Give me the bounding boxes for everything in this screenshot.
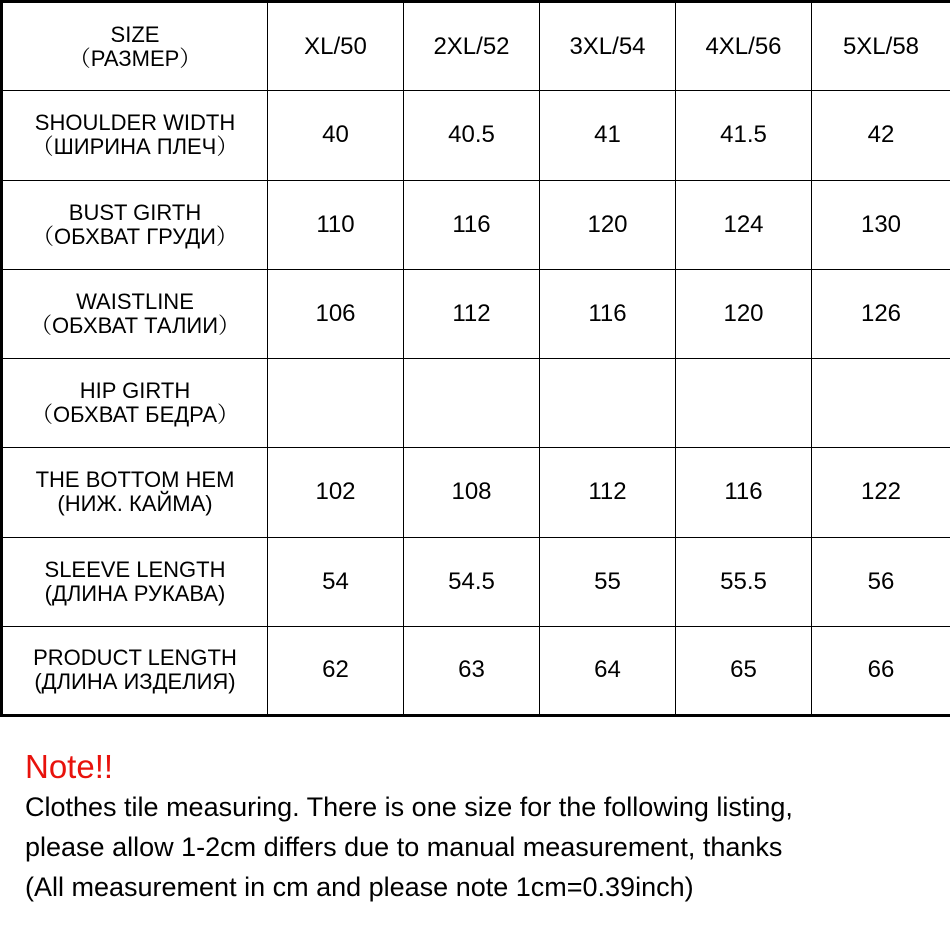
- measurement-cell: 56: [812, 537, 950, 626]
- measurement-cell: 116: [404, 180, 540, 269]
- measurement-cell: [812, 359, 950, 448]
- measurement-cell: 120: [676, 269, 812, 358]
- measurement-cell: 42: [812, 91, 950, 180]
- table-row: [2, 359, 950, 448]
- row-label-ru: (НИЖ. КАЙМА): [57, 491, 213, 517]
- row-label-cell: [2, 269, 268, 358]
- measurement-cell: 106: [268, 269, 404, 358]
- row-label-en: HIP GIRTH: [79, 378, 191, 404]
- measurement-cell: 126: [812, 269, 950, 358]
- table-row: [2, 537, 950, 626]
- measurement-cell: [404, 359, 540, 448]
- measurement-cell: 110: [268, 180, 404, 269]
- row-label-cell: [2, 626, 268, 715]
- measurement-cell: 62: [268, 626, 404, 715]
- size-header-cell: [2, 2, 268, 91]
- measurement-cell: 120: [540, 180, 676, 269]
- table-row: [2, 626, 950, 715]
- table-row: [2, 180, 950, 269]
- row-label-en: PRODUCT LENGTH: [33, 645, 237, 671]
- row-label-cell: [2, 448, 268, 537]
- measurement-cell: 63: [404, 626, 540, 715]
- measurement-note: [25, 745, 945, 907]
- measurement-cell: 40: [268, 91, 404, 180]
- row-label-en: WAISTLINE: [76, 288, 194, 314]
- row-label-cell: [2, 180, 268, 269]
- row-label-ru: （ОБХВАТ БЕДРА）: [30, 402, 240, 428]
- row-label-en: SLEEVE LENGTH: [44, 556, 226, 582]
- measurement-cell: [676, 359, 812, 448]
- measurement-cell: 54.5: [404, 537, 540, 626]
- row-label-cell: [2, 91, 268, 180]
- measurement-cell: 122: [812, 448, 950, 537]
- row-label-ru: （ОБХВАТ ТАЛИИ）: [29, 312, 241, 338]
- measurement-cell: 41: [540, 91, 676, 180]
- row-label-en: BUST GIRTH: [68, 199, 202, 225]
- note-line: please allow 1-2cm differs due to manual measurement, thanks: [25, 832, 783, 862]
- measurement-cell: 65: [676, 626, 812, 715]
- measurement-cell: 55.5: [676, 537, 812, 626]
- row-label-cell: [2, 359, 268, 448]
- measurement-cell: 102: [268, 448, 404, 537]
- measurement-cell: 124: [676, 180, 812, 269]
- note-line: Clothes tile measuring. There is one size for the following listing,: [25, 792, 793, 822]
- measurement-cell: 55: [540, 537, 676, 626]
- measurement-cell: 41.5: [676, 91, 812, 180]
- table-row: [2, 448, 950, 537]
- note-title: Note!!: [25, 748, 114, 785]
- measurement-cell: 108: [404, 448, 540, 537]
- measurement-cell: 116: [676, 448, 812, 537]
- row-label-en: THE BOTTOM HEM: [35, 467, 235, 493]
- measurement-cell: 40.5: [404, 91, 540, 180]
- row-label-ru: (ДЛИНА РУКАВА): [44, 580, 226, 606]
- measurement-cell: 112: [540, 448, 676, 537]
- size-header-label-ru: （РАЗМЕР）: [68, 45, 202, 71]
- row-label-cell: [2, 537, 268, 626]
- note-line: (All measurement in cm and please note 1cm=0.39inch): [25, 872, 694, 902]
- size-column-header: 5XL/58: [812, 2, 950, 91]
- table-row: [2, 269, 950, 358]
- table-row: [2, 91, 950, 180]
- header-row: [2, 2, 950, 91]
- row-label-ru: （ШИРИНА ПЛЕЧ）: [31, 134, 239, 160]
- row-label-en: SHOULDER WIDTH: [34, 110, 236, 136]
- measurement-cell: 116: [540, 269, 676, 358]
- row-label-ru: (ДЛИНА ИЗДЕЛИЯ): [34, 669, 236, 695]
- measurement-cell: 64: [540, 626, 676, 715]
- measurement-cell: 112: [404, 269, 540, 358]
- measurement-cell: 130: [812, 180, 950, 269]
- measurement-cell: 54: [268, 537, 404, 626]
- measurement-cell: 66: [812, 626, 950, 715]
- measurement-cell: [268, 359, 404, 448]
- size-header-label-en: SIZE: [110, 21, 160, 47]
- size-column-header: XL/50: [268, 2, 404, 91]
- size-column-header: 4XL/56: [676, 2, 812, 91]
- measurement-cell: [540, 359, 676, 448]
- size-column-header: 3XL/54: [540, 2, 676, 91]
- row-label-ru: （ОБХВАТ ГРУДИ）: [32, 223, 238, 249]
- size-column-header: 2XL/52: [404, 2, 540, 91]
